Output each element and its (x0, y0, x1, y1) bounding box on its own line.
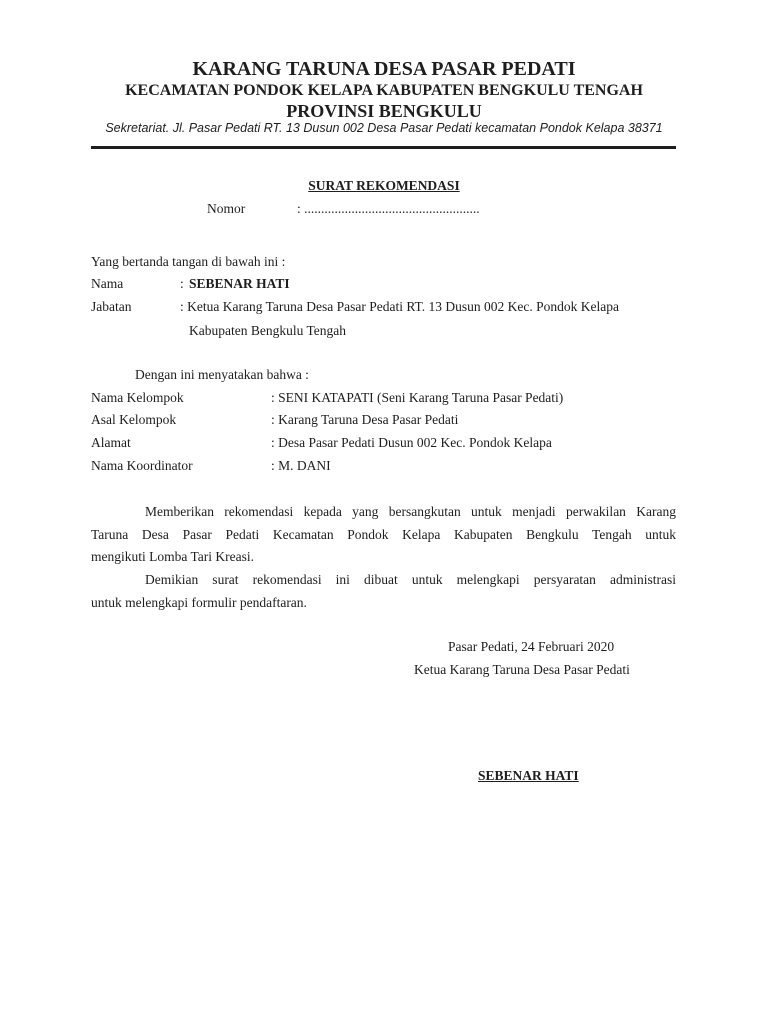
signer-intro: Yang bertanda tangan di bawah ini : (91, 254, 286, 269)
paragraph-1-line-2: Taruna Desa Pasar Pedati Kecamatan Pondok Kelapa Kabupaten Bengkulu Tengah untuk (91, 527, 676, 542)
signer-name-value: SEBENAR HATI (189, 276, 290, 291)
group-intro: Dengan ini menyatakan bahwa : (135, 367, 309, 382)
group-field-label: Asal Kelompok (91, 412, 177, 427)
paragraph-1-line-3: mengikuti Lomba Tari Kreasi. (91, 549, 255, 564)
number-value: : .................................................... (297, 201, 480, 216)
signer-position-value: : Ketua Karang Taruna Desa Pasar Pedati RT. 13 Dusun 002 Kec. Pondok Kelapa (180, 299, 620, 314)
group-field-value: : Karang Taruna Desa Pasar Pedati (271, 412, 459, 427)
group-field-value: : Desa Pasar Pedati Dusun 002 Kec. Pondok Kelapa (271, 435, 552, 450)
group-field-label: Nama Koordinator (91, 458, 193, 473)
paragraph-2-line-2: untuk melengkapi formulir pendaftaran. (91, 595, 307, 610)
province-line: PROVINSI BENGKULU (286, 101, 482, 121)
letterhead-divider (91, 146, 676, 149)
signer-name-colon: : (180, 276, 184, 291)
signer-position-label: Jabatan (91, 299, 132, 314)
signer-name-label: Nama (91, 276, 124, 291)
signatory-role: Ketua Karang Taruna Desa Pasar Pedati (414, 662, 630, 677)
paragraph-2-line-1: Demikian surat rekomendasi ini dibuat untuk melengkapi persyaratan administrasi (145, 572, 676, 587)
signatory-name: SEBENAR HATI (478, 768, 579, 783)
district-line: KECAMATAN PONDOK KELAPA KABUPATEN BENGKULU TENGAH (125, 82, 643, 99)
signer-position-value-cont: Kabupaten Bengkulu Tengah (189, 323, 347, 338)
secretariat-address: Sekretariat. Jl. Pasar Pedati RT. 13 Dusun 002 Desa Pasar Pedati kecamatan Pondok Kelapa 38371 (105, 121, 663, 135)
paragraph-1-line-1: Memberikan rekomendasi kepada yang bersangkutan untuk menjadi perwakilan Karang (145, 504, 676, 519)
group-field-value: : SENI KATAPATI (Seni Karang Taruna Pasar Pedati) (271, 390, 564, 405)
group-field-label: Nama Kelompok (91, 390, 184, 405)
group-field-value: : M. DANI (271, 458, 331, 473)
group-field-label: Alamat (91, 435, 131, 450)
org-name: KARANG TARUNA DESA PASAR PEDATI (192, 58, 576, 80)
place-date: Pasar Pedati, 24 Februari 2020 (448, 639, 615, 654)
letter-title: SURAT REKOMENDASI (308, 178, 460, 193)
number-label: Nomor (207, 201, 246, 216)
